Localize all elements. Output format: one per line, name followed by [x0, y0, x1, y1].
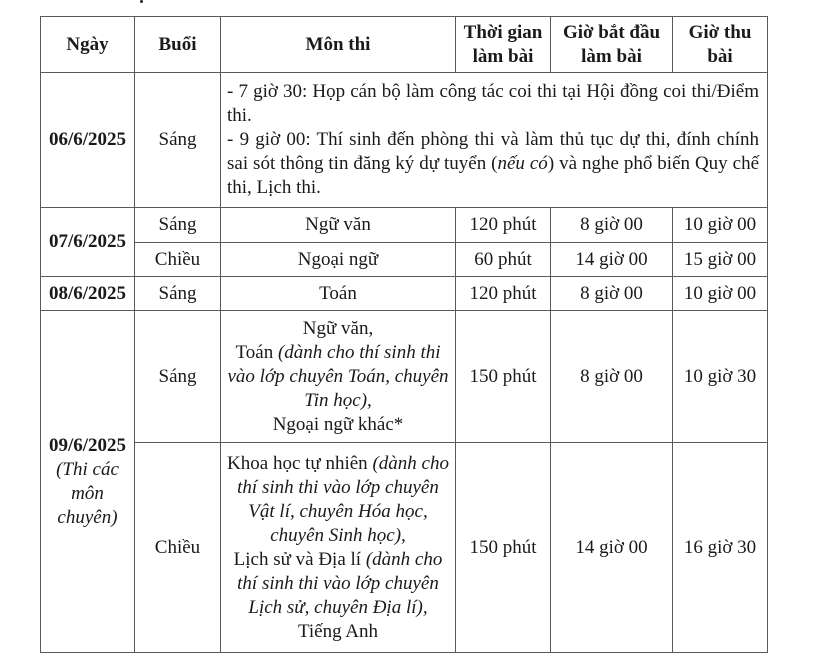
subject-cell: Ngoại ngữ	[221, 243, 456, 277]
table-row	[41, 208, 768, 243]
date-cell	[41, 311, 135, 653]
subject-name: Lịch sử và Địa lí	[233, 548, 366, 570]
session-cell: Sáng	[135, 311, 221, 443]
date-value: 09/6/2025	[48, 434, 127, 456]
start-time-cell: 8 giờ 00	[551, 311, 673, 443]
subject-name: Tiếng Anh	[297, 620, 379, 642]
stray-mark	[140, 0, 143, 3]
header-date: Ngày	[41, 17, 135, 73]
duration-cell: 150 phút	[456, 311, 551, 443]
header-end-time: Giờ thu bài	[673, 17, 768, 73]
subject-name: Toán	[235, 341, 278, 363]
description-line	[227, 128, 759, 200]
header-duration: Thời gian làm bài	[456, 17, 551, 73]
end-time-cell: 10 giờ 00	[673, 277, 768, 311]
date-note: (Thi các môn chuyên)	[56, 458, 119, 528]
table-row	[41, 277, 768, 311]
subject-cell	[221, 311, 456, 443]
session-cell: Chiều	[135, 243, 221, 277]
session-cell: Sáng	[135, 208, 221, 243]
header-start-time: Giờ bắt đầu làm bài	[551, 17, 673, 73]
end-time-cell: 10 giờ 30	[673, 311, 768, 443]
text: - 9 giờ 00: Thí sinh đến phòng thi và làm thủ tục dự thi, đính chính sai sót thông tin đăng ký dự tuyển (	[227, 129, 759, 174]
start-time-cell: 14 giờ 00	[551, 443, 673, 653]
subject-name: Khoa học tự nhiên	[227, 452, 373, 474]
text: ) và nghe phổ biến Quy chế thi, Lịch thi.	[227, 153, 759, 198]
start-time-cell: 8 giờ 00	[551, 208, 673, 243]
subject-note: (dành cho thí sinh thi vào lớp chuyên Lịch sử, chuyên Địa lí),	[237, 548, 443, 618]
subject-note: (dành cho thí sinh thi vào lớp chuyên Vật lí, chuyên Hóa học, chuyên Sinh học),	[237, 452, 449, 546]
table-row	[41, 443, 768, 653]
header-row	[41, 17, 768, 73]
subject-name: Ngoại ngữ khác*	[272, 413, 404, 435]
subject-cell: Toán	[221, 277, 456, 311]
subject-cell	[221, 443, 456, 653]
italic-text: nếu có	[497, 153, 548, 174]
end-time-cell: 10 giờ 00	[673, 208, 768, 243]
session-cell: Chiều	[135, 443, 221, 653]
duration-cell: 150 phút	[456, 443, 551, 653]
exam-schedule-table	[40, 16, 768, 653]
description-line: - 7 giờ 30: Họp cán bộ làm công tác coi thi tại Hội đồng coi thi/Điểm thi.	[227, 81, 759, 126]
end-time-cell: 16 giờ 30	[673, 443, 768, 653]
start-time-cell: 14 giờ 00	[551, 243, 673, 277]
date-cell: 06/6/2025	[41, 73, 135, 208]
date-cell: 07/6/2025	[41, 208, 135, 277]
duration-cell: 60 phút	[456, 243, 551, 277]
date-cell: 08/6/2025	[41, 277, 135, 311]
description-cell	[221, 73, 768, 208]
table-row	[41, 311, 768, 443]
subject-name: Ngữ văn,	[302, 317, 374, 339]
subject-cell: Ngữ văn	[221, 208, 456, 243]
session-cell: Sáng	[135, 73, 221, 208]
duration-cell: 120 phút	[456, 277, 551, 311]
header-session: Buổi	[135, 17, 221, 73]
table-row	[41, 243, 768, 277]
session-cell: Sáng	[135, 277, 221, 311]
end-time-cell: 15 giờ 00	[673, 243, 768, 277]
header-subject: Môn thi	[221, 17, 456, 73]
table-row	[41, 73, 768, 208]
subject-note: (dành cho thí sinh thi vào lớp chuyên Toán, chuyên Tin học),	[227, 341, 449, 411]
start-time-cell: 8 giờ 00	[551, 277, 673, 311]
duration-cell: 120 phút	[456, 208, 551, 243]
